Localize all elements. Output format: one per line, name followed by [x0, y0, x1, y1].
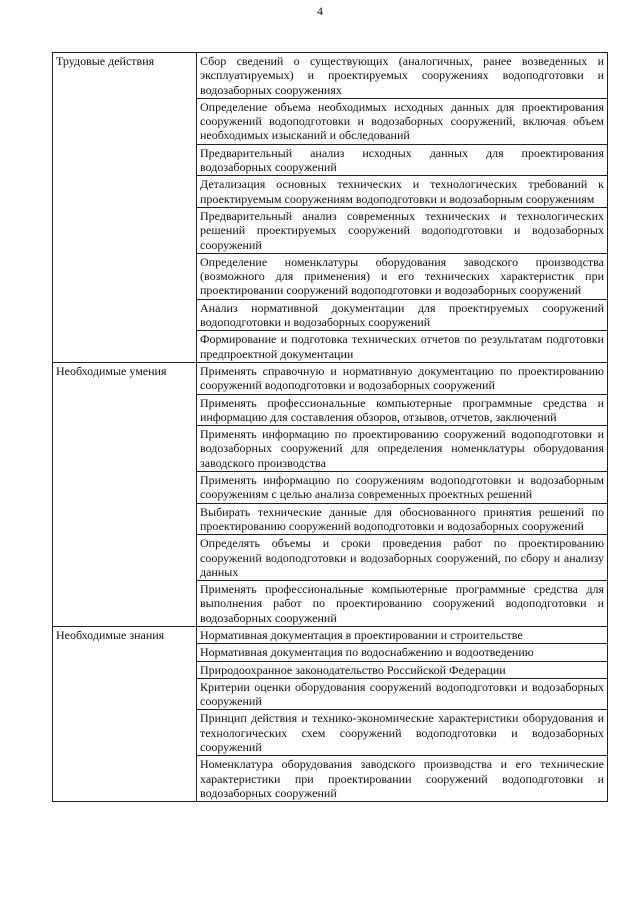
- table-cell-item: Применять профессиональные компьютерные программные средства для выполнения работ по проектированию сооружений водоподготовки и водозаборных сооружений: [197, 581, 608, 627]
- table-cell-item: Определять объемы и сроки проведения работ по проектированию сооружений водоподготовки и водозаборных сооружений, по сбору и анализу данных: [197, 535, 608, 581]
- table-cell-item: Критерии оценки оборудования сооружений водоподготовки и водозаборных сооружений: [197, 678, 608, 710]
- table-cell-item: Нормативная документация в проектировании и строительстве: [197, 626, 608, 643]
- table-cell-item: Принцип действия и технико-экономические характеристики оборудования и технологических схем сооружений водоподготовки и водозаборных сооружений: [197, 710, 608, 756]
- table-cell-item: Анализ нормативной документации для проектируемых сооружений водоподготовки и водозаборных сооружений: [197, 299, 608, 331]
- table-cell-item: Нормативная документация по водоснабжению и водоотведению: [197, 644, 608, 661]
- table-cell-item: Применять информацию по сооружениям водоподготовки и водозаборным сооружениям с целью анализа современных проектных решений: [197, 472, 608, 504]
- requirements-table-body: [53, 53, 608, 802]
- table-cell-item: Формирование и подготовка технических отчетов по результатам подготовки предпроектной документации: [197, 331, 608, 363]
- table-cell-item: Определение объема необходимых исходных данных для проектирования сооружений водоподготовки и водозаборных сооружений, включая объем необходимых изысканий и обследований: [197, 98, 608, 144]
- table-cell-item: Предварительный анализ современных технических и технологических решений проектируемых сооружений водоподготовки и водозаборных сооружений: [197, 207, 608, 253]
- table-cell-item: Определение номенклатуры оборудования заводского производства (возможного для применения) и его технических характеристик при проектировании сооружений водоподготовки и водозаборных сооружений: [197, 253, 608, 299]
- table-row: [53, 362, 608, 394]
- table-row: [53, 53, 608, 99]
- table-cell-item: Применять справочную и нормативную документацию по проектированию сооружений водоподготовки и водозаборных сооружений: [197, 362, 608, 394]
- section-label-labor-actions: Трудовые действия: [53, 53, 197, 363]
- table-cell-item: Номенклатура оборудования заводского производства и его технические характеристики при проектировании сооружений водоподготовки и водозаборных сооружений: [197, 756, 608, 802]
- page-number: 4: [317, 4, 323, 18]
- table-cell-item: Применять информацию по проектированию сооружений водоподготовки и водозаборных сооружений для определения номенклатуры оборудования заводского производства: [197, 426, 608, 472]
- table-row: [53, 626, 608, 643]
- requirements-table: [52, 52, 608, 802]
- table-cell-item: Детализация основных технических и технологических требований к проектируемым сооружениям водоподготовки и водозаборным сооружениям: [197, 176, 608, 208]
- table-cell-item: Сбор сведений о существующих (аналогичных, ранее возведенных и эксплуатируемых) и проектируемых сооружениях водоподготовки и водозаборных сооружениях: [197, 53, 608, 99]
- section-label-required-skills: Необходимые умения: [53, 362, 197, 626]
- table-cell-item: Природоохранное законодательство Российской Федерации: [197, 661, 608, 678]
- section-label-required-knowledge: Необходимые знания: [53, 626, 197, 801]
- table-cell-item: Предварительный анализ исходных данных для проектирования водозаборных сооружений: [197, 144, 608, 176]
- table-cell-item: Выбирать технические данные для обоснованного принятия решений по проектированию сооружений водоподготовки и водозаборных сооружений: [197, 503, 608, 535]
- table-cell-item: Применять профессиональные компьютерные программные средства и информацию для составления обзоров, отзывов, отчетов, заключений: [197, 394, 608, 426]
